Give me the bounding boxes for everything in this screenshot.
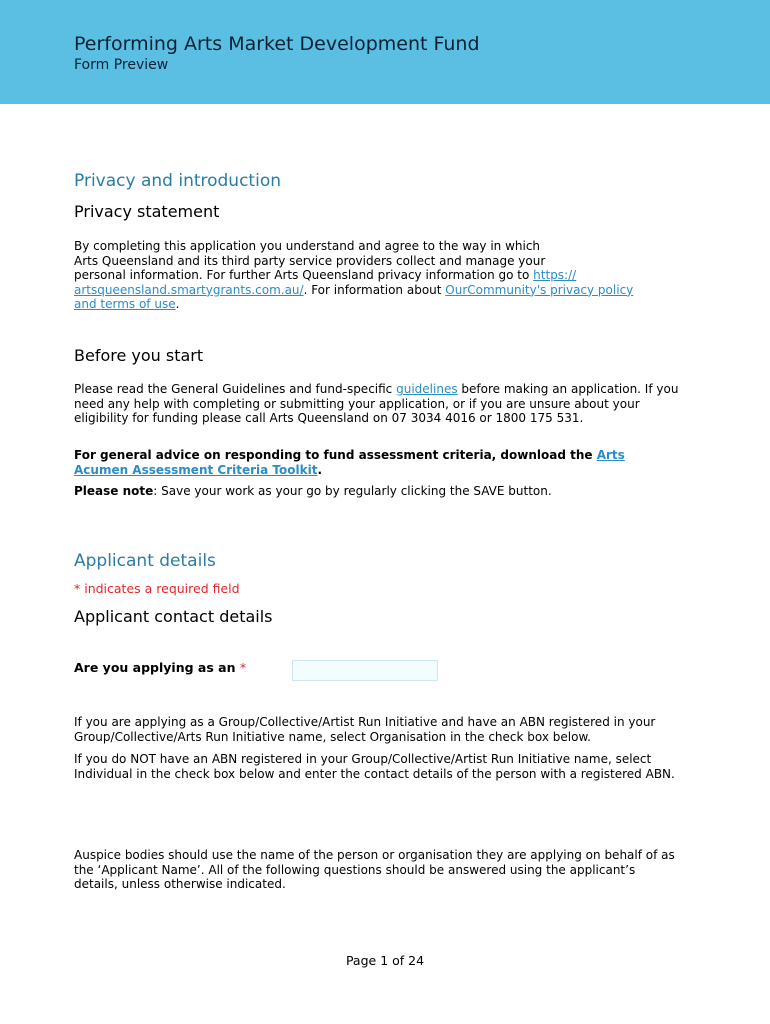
before-you-start-text	[74, 382, 679, 426]
required-field-note: * indicates a required field	[74, 581, 240, 596]
advice-end: .	[317, 462, 323, 477]
page-number: Page 1 of 24	[345, 953, 425, 968]
before-you-start-heading: Before you start	[74, 346, 204, 365]
privacy-text-mid: . For information about	[303, 282, 446, 297]
individual-guidance-text: If you do NOT have an ABN registered in your Group/Collective/Artist Run Initiative name, select Individual in the check box below and enter the contact details of the person with a registered ABN.	[74, 752, 675, 781]
privacy-statement-heading: Privacy statement	[74, 202, 220, 221]
save-note	[74, 484, 694, 499]
applicant-section-heading: Applicant details	[74, 551, 216, 571]
form-subtitle: Form Preview	[74, 57, 169, 73]
privacy-text-end: .	[175, 297, 180, 312]
privacy-text-line-3-pre: personal information. For further Arts Queensland privacy information go to	[74, 268, 534, 283]
applicant-type-label	[74, 660, 246, 675]
auspice-guidance-text: Auspice bodies should use the name of the person or organisation they are applying on behalf of as the ‘Applicant Name’. All of the following questions should be answered using the applicant’s details, unless otherwise indicated.	[74, 848, 675, 892]
applicant-type-input[interactable]	[292, 660, 438, 681]
privacy-text-line-4	[74, 283, 694, 298]
privacy-text-line-3	[74, 268, 694, 283]
privacy-statement-text	[74, 239, 694, 312]
toolkit-link-part-1[interactable]: Arts	[596, 448, 625, 462]
privacy-section-heading: Privacy and introduction	[74, 171, 281, 191]
before-start-text-rest: application. If you need any help with completing or submitting your application, or if you are unsure about your eligibility for funding please call Arts Queensland on 07 3034 4016 or 1800 175 531.	[74, 382, 679, 426]
organisation-guidance-text: If you are applying as a Group/Collective/Artist Run Initiative and have an ABN registered in your Group/Collective/Arts Run Initiative name, select Organisation in the check box below.	[74, 715, 656, 744]
smartygrants-link-part-2[interactable]: artsqueensland.smartygrants.com.au/	[74, 282, 304, 297]
toolkit-link-part-2[interactable]: Acumen Assessment Criteria Toolkit	[74, 462, 318, 477]
privacy-policy-link-part-1[interactable]: OurCommunity's privacy policy	[445, 282, 634, 297]
applicant-contact-heading: Applicant contact details	[74, 607, 273, 626]
guidelines-link[interactable]: guidelines	[396, 382, 458, 396]
privacy-text-line-5	[74, 297, 694, 312]
privacy-text-line-2: Arts Queensland and its third party service providers collect and manage your	[74, 253, 546, 268]
before-start-text-post: before making an	[457, 382, 568, 396]
save-note-text: : Save your work as your go by regularly clicking the SAVE button.	[153, 484, 552, 498]
privacy-text-line-1: By completing this application you understand and agree to the way in which	[74, 239, 541, 253]
save-note-label: Please note	[74, 484, 154, 498]
advice-text: For general advice on responding to fund assessment criteria, download the	[74, 448, 597, 462]
smartygrants-link-part-1[interactable]: https://	[533, 268, 577, 283]
before-start-text-pre: Please read the General Guidelines and fund-specific	[74, 382, 397, 396]
page-header	[0, 0, 770, 104]
required-asterisk: *	[239, 660, 247, 675]
privacy-policy-link-part-2[interactable]: and terms of use	[74, 297, 176, 312]
form-title: Performing Arts Market Development Fund	[74, 33, 480, 55]
applicant-type-label-text: Are you applying as an	[74, 660, 240, 675]
assessment-advice-text	[74, 448, 679, 477]
